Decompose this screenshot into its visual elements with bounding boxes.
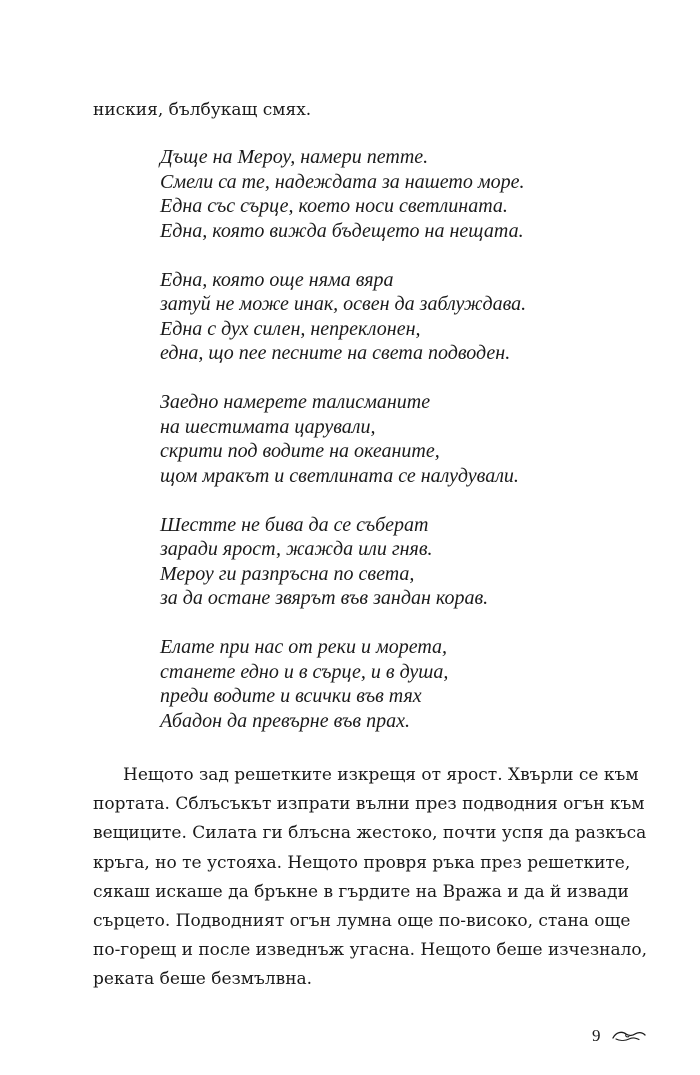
poem-stanza xyxy=(160,635,620,733)
verse-line: Смели са те, надеждата за нашето море. xyxy=(160,170,525,193)
wave-ornament-icon xyxy=(611,1029,647,1043)
poem-stanza xyxy=(160,513,620,611)
body-paragraph xyxy=(93,761,648,995)
verse-line: една, що пее песните на света подводен. xyxy=(160,342,511,364)
verse-line: щом мракът и светлината се налудували. xyxy=(160,464,519,487)
verse-line: преди водите и всички във тях xyxy=(160,685,422,707)
paragraph-line: по-горещ и после изведнъж угасна. Нещото беше изчезнало, xyxy=(93,940,648,961)
poem-stanza xyxy=(160,145,620,243)
poem xyxy=(160,145,620,758)
verse-line: Абадон да превърне във прах. xyxy=(160,709,410,732)
paragraph-line: кръга, но те устояха. Нещото провря ръка през решетките, xyxy=(93,852,631,873)
paragraph-line: вещиците. Силата ги блъсна жестоко, почти успя да разкъса xyxy=(93,823,647,844)
paragraph-ending-line: ниския, бълбукащ смях. xyxy=(93,100,312,120)
verse-line: Елате при нас от реки и морета, xyxy=(160,636,448,658)
verse-line: станете едно и в сърце, и в душа, xyxy=(160,660,449,683)
verse-line: на шестимата царували, xyxy=(160,415,376,438)
verse-line: Шестте не бива да се съберат xyxy=(160,513,429,536)
verse-line: скрити под водите на океаните, xyxy=(160,440,440,462)
verse-line: Дъще на Мероу, намери петте. xyxy=(160,146,429,168)
paragraph-line: портата. Сблъсъкът изпрати вълни през подводния огън към xyxy=(93,794,645,815)
page-number: 9 xyxy=(592,1026,601,1045)
verse-line: Една, която още няма вяра xyxy=(160,268,394,291)
verse-line: затуй не може инак, освен да заблуждава. xyxy=(160,293,527,315)
verse-line: Една, която вижда бъдещето на нещата. xyxy=(160,219,524,242)
verse-line: заради ярост, жажда или гняв. xyxy=(160,538,433,560)
poem-stanza xyxy=(160,268,620,366)
verse-line: Една със сърце, което носи светлината. xyxy=(160,195,508,217)
paragraph-line: Нещото зад решетките изкрещя от ярост. Хвърли се към xyxy=(123,765,639,785)
poem-stanza xyxy=(160,390,620,488)
paragraph-line: сякаш искаше да бръкне в гърдите на Вража и да й извади xyxy=(93,881,629,902)
page-footer xyxy=(592,1026,647,1046)
paragraph-line: сърцето. Подводният огън лумна още по-високо, стана още xyxy=(93,911,631,932)
verse-line: Заедно намерете талисманите xyxy=(160,391,431,413)
verse-line: Мероу ги разпръсна по света, xyxy=(160,562,415,585)
verse-line: за да остане звярът във зандан корав. xyxy=(160,587,489,609)
paragraph-line: реката беше безмълвна. xyxy=(93,969,313,990)
verse-line: Една с дух силен, непреклонен, xyxy=(160,317,421,340)
